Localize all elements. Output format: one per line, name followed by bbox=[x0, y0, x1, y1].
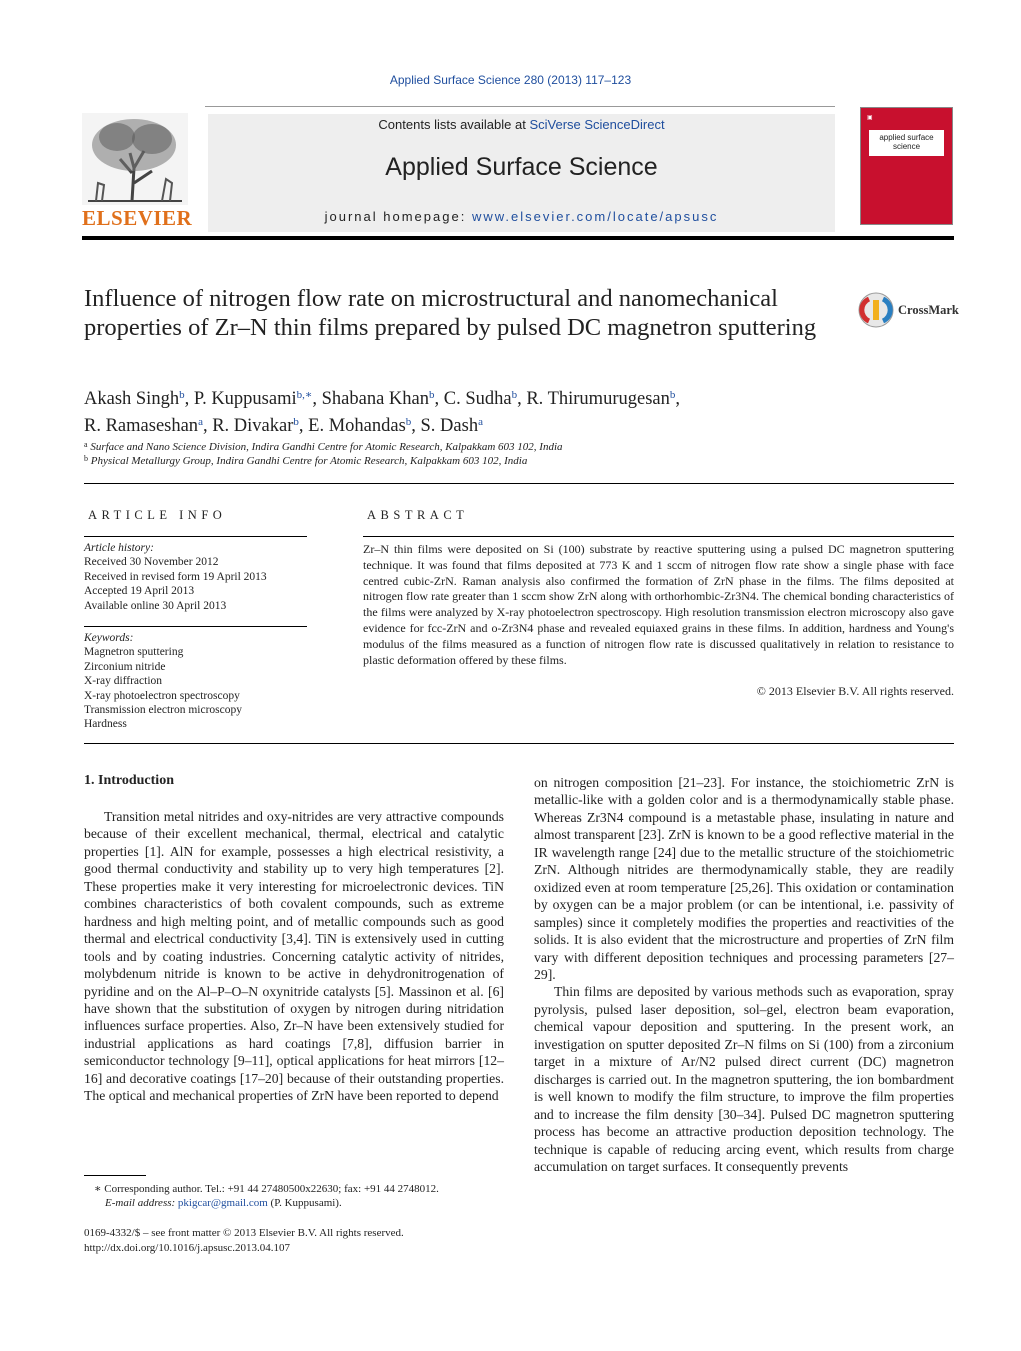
authors-line-1 bbox=[84, 384, 954, 411]
header-thick-rule bbox=[82, 236, 954, 240]
author-separator: , bbox=[312, 389, 322, 409]
keyword-item: Hardness bbox=[84, 718, 127, 731]
article-history bbox=[84, 541, 307, 613]
history-label: Article history: bbox=[84, 542, 154, 554]
footnote-rule bbox=[84, 1175, 146, 1176]
crossmark-icon[interactable] bbox=[857, 291, 895, 329]
keywords-block bbox=[84, 631, 307, 732]
keywords-label: Keywords: bbox=[84, 632, 134, 644]
history-revised: Received in revised form 19 April 2013 bbox=[84, 570, 267, 583]
author-affiliation-marker[interactable]: b bbox=[293, 416, 299, 428]
journal-cover-thumbnail bbox=[860, 107, 953, 225]
author-name: R. Ramaseshan bbox=[84, 416, 199, 436]
author-name: Shabana Khan bbox=[321, 389, 429, 409]
affiliation-a-marker: a bbox=[84, 440, 88, 449]
author-affiliation-marker[interactable]: b bbox=[179, 389, 185, 401]
author-affiliation-marker[interactable]: b bbox=[511, 389, 518, 401]
contents-prefix: Contents lists available at bbox=[378, 117, 530, 132]
email-suffix: (P. Kuppusami). bbox=[267, 1197, 342, 1209]
affiliation-b-text: Physical Metallurgy Group, Indira Gandhi Centre for Atomic Research, Kalpakkam 603 102, India bbox=[90, 455, 528, 467]
header-divider bbox=[205, 106, 835, 107]
abstract-divider bbox=[363, 536, 954, 537]
author-separator: , bbox=[517, 389, 527, 409]
keywords-divider bbox=[84, 626, 307, 627]
abstract-text: Zr–N thin films were deposited on Si (100) substrate by reactive sputtering using a pulsed DC magnetron sputtering technique. It was found that films deposited at 773 K and 1 sccm of nitrogen flow rate show a single phase with face centred cubic-ZrN. Raman analysis also confirmed the formation of ZrN phase in the films. The films deposited at nitrogen flow rate greater than 1 sccm show ZrN along with orthorhombic-Zr3N4. The chemical bonding characteristics of the films were analyzed by X-ray photoelectron spectroscopy. High resolution transmission electron microscopy also gave evidence for fcc-ZrN and o-Zr3N4 phase and revealed equiaxed grains in these films. In addition, hardness and Young's modulus of the films measured as a function of nitrogen flow rate is discussed qualitatively in relation to resistance to plastic deformation offered by these films. bbox=[363, 542, 954, 667]
author-affiliation-marker[interactable]: a bbox=[198, 416, 203, 428]
abstract-heading: ABSTRACT bbox=[367, 508, 469, 522]
email-label: E-mail address: bbox=[105, 1197, 178, 1209]
abstract-copyright: © 2013 Elsevier B.V. All rights reserved. bbox=[756, 684, 954, 698]
introduction-heading: 1. Introduction bbox=[84, 773, 174, 788]
affiliation-b bbox=[84, 454, 527, 467]
history-accepted: Accepted 19 April 2013 bbox=[84, 585, 195, 598]
body-divider bbox=[84, 743, 954, 744]
author-affiliation-marker[interactable]: b bbox=[405, 416, 412, 428]
elsevier-wordmark: ELSEVIER bbox=[82, 206, 193, 230]
crossmark-label[interactable]: CrossMark bbox=[898, 303, 959, 317]
journal-title: Applied Surface Science bbox=[385, 153, 658, 181]
keyword-item: X-ray diffraction bbox=[84, 675, 163, 688]
author-affiliation-marker[interactable]: b bbox=[669, 389, 676, 401]
keyword-item: Zirconium nitride bbox=[84, 660, 166, 673]
author-name: Akash Singh bbox=[84, 389, 180, 409]
keyword-item: Magnetron sputtering bbox=[84, 646, 184, 659]
corresponding-author-note: ∗ Corresponding author. Tel.: +91 44 27480500x22630; fax: +91 44 2748012. bbox=[94, 1183, 439, 1195]
author-name: S. Dash bbox=[420, 416, 479, 436]
sciencedirect-link[interactable]: SciVerse ScienceDirect bbox=[529, 117, 665, 132]
cover-title: applied surface science bbox=[869, 130, 944, 156]
author-name: C. Sudha bbox=[443, 389, 512, 409]
email-note bbox=[105, 1196, 342, 1210]
left-column bbox=[84, 808, 504, 1105]
doi-link[interactable]: http://dx.doi.org/10.1016/j.apsusc.2013.04.107 bbox=[84, 1242, 291, 1254]
author-name: R. Thirumurugesan bbox=[526, 389, 670, 409]
history-online: Available online 30 April 2013 bbox=[84, 599, 227, 612]
author-name: E. Mohandas bbox=[308, 416, 406, 436]
contents-line bbox=[208, 117, 835, 132]
history-received: Received 30 November 2012 bbox=[84, 556, 219, 569]
email-link[interactable]: pkigcar@gmail.com bbox=[177, 1197, 268, 1209]
keyword-item: X-ray photoelectron spectroscopy bbox=[84, 689, 240, 702]
affiliation-a-text: Surface and Nano Science Division, Indira Gandhi Centre for Atomic Research, Kalpakkam 603 102, India bbox=[90, 441, 563, 453]
cover-publisher-mark: ▣ bbox=[867, 115, 873, 121]
issn-line: 0169-4332/$ – see front matter © 2013 Elsevier B.V. All rights reserved. bbox=[84, 1227, 404, 1239]
affiliation-b-marker: b bbox=[84, 454, 88, 463]
author-affiliation-marker[interactable]: b bbox=[428, 389, 435, 401]
author-separator: , bbox=[434, 389, 444, 409]
author-list bbox=[84, 384, 954, 438]
affiliation-divider bbox=[84, 483, 954, 484]
article-info-heading: ARTICLE INFO bbox=[88, 508, 227, 522]
author-separator: , bbox=[202, 416, 213, 436]
intro-paragraph-1: Transition metal nitrides and oxy-nitrides are very attractive compounds because of their excellent mechanical, thermal, electrical and catalytic properties [1]. AlN for example, possesses a high electrical resistivity, a good thermal conductivity and stability up to very high temperatures [2]. These properties make it very interesting for microelectronic devices. TiN combines characteristics of both covalent compounds, such as extreme hardness and high melting point, and of metallic compounds such as good thermal and electrical conductivity [3,4]. TiN is extensively used in cutting tools and by coating industries. Concerning catalytic activity of nitrides, molybdenum nitride is known to be active in dehydronitrogenation of pyridine and on the Al–P–O–N oxynitride catalysts [5]. Massinon et al. [6] have shown that the substitution of oxygen by nitrogen during nitridation influences surface properties. Also, Zr–N have been extensively studied for industrial applications as hard coatings [7,8], diffusion barrier in semiconductor technology [9–11], optical applications for heat mirrors [12–16] and decorative coatings [17–20] because of their outstanding properties. The optical and mechanical properties of ZrN have been reported to depend bbox=[84, 809, 504, 1104]
author-affiliation-marker[interactable]: a bbox=[478, 416, 483, 428]
author-affiliation-marker[interactable]: b,∗ bbox=[296, 389, 313, 401]
affiliation-a bbox=[84, 440, 563, 453]
homepage-prefix: journal homepage: bbox=[324, 209, 472, 224]
article-title: Influence of nitrogen flow rate on microstructural and nanomechanical properties of Zr–N thin films prepared by pulsed DC magnetron sputtering bbox=[84, 285, 817, 341]
author-name: R. Divakar bbox=[212, 416, 294, 436]
journal-homepage bbox=[208, 209, 835, 224]
authors-line-2 bbox=[84, 411, 954, 438]
author-separator: , bbox=[675, 389, 680, 409]
intro-paragraph-2: Thin films are deposited by various methods such as evaporation, spray pyrolysis, pulsed laser deposition, sol–gel, electron beam evaporation, chemical vapour deposition and sputtering. In the present work, an investigation on sputter deposited Zr–N films on Si (100) from a zirconium target in a mixture of Ar/N2 pulsed direct current (DC) magnetron discharges is carried out. In the magnetron sputtering, the ion bombardment is well known to modify the film structure, to improve the film properties and to increase the film density [30–34]. Pulsed DC magnetron sputtering process has become an attractive production deposition technology. The technique is capable of reducing arcing event, which results from charge accumulation on target surfaces. It consequently prevents bbox=[534, 984, 954, 1174]
author-name: P. Kuppusami bbox=[193, 389, 297, 409]
right-column bbox=[534, 774, 954, 1175]
author-separator: , bbox=[411, 416, 421, 436]
author-separator: , bbox=[298, 416, 309, 436]
journal-reference[interactable]: Applied Surface Science 280 (2013) 117–123 bbox=[389, 73, 632, 87]
homepage-link[interactable]: www.elsevier.com/locate/apsusc bbox=[471, 209, 719, 224]
keyword-item: Transmission electron microscopy bbox=[84, 704, 243, 717]
author-separator: , bbox=[184, 389, 194, 409]
article-info-divider bbox=[84, 536, 307, 537]
intro-paragraph-1-cont: on nitrogen composition [21–23]. For instance, the stoichiometric ZrN is metallic-like with a golden color and is a thermodynamically stable phase. Whereas Zr3N4 compound is a metastable phase, insulating in nature and almost transparent [23]. ZrN is known to be a good reflective material in the IR wavelength range [24] due to the metallic structure of the stoichiometric ZrN. Although nitrides are thermodynamically stable, they are readily oxidized even at room temperature [25,26]. This oxidation or contamination by oxygen can be a major problem (or can be intentional, i.e. passivity of samples) since it completely modifies the properties and reactivities of the solids. It is also evident that the microstructure and properties of ZrN film vary with different deposition techniques and processing parameters [27–29]. bbox=[534, 775, 954, 982]
